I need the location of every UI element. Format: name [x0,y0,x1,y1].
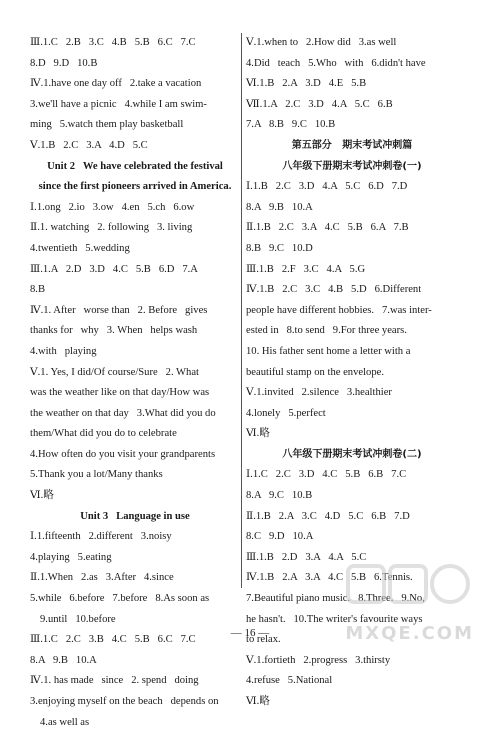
answer-line: 5.Thank you a lot/Many thanks [30,469,163,481]
answer-line: Ⅲ.1.C 2.B 3.C 4.B 5.B 6.C 7.C [30,37,196,48]
answer-line: beautiful stamp on the envelope. [246,366,384,378]
answer-line: Ⅴ.1. Yes, I did/Of course/Sure 2. What [30,366,199,378]
answer-line: 4.with playing [30,345,97,357]
answer-line: 8.A 9.B 10.A [246,201,313,213]
answer-line: Ⅱ.1. watching 2. following 3. living [30,222,193,234]
answer-line: 7.A 8.B 9.C 10.B [246,119,336,131]
answer-line: 3.we'll have a picnic 4.while I am swim- [30,98,207,110]
answer-line: Ⅲ.1.B 2.D 3.A 4.A 5.C [246,551,367,563]
answer-line: Ⅲ.1.B 2.F 3.C 4.A 5.G [246,263,366,275]
section-heading: Unit 2 We have celebrated the festival [47,160,223,172]
answer-line: 3.enjoying myself on the beach depends on [30,696,219,707]
answer-line: Ⅰ.1.ong 2.io 3.ow 4.en 5.ch 6.ow [30,201,195,213]
answer-line: Ⅲ.1.C 2.C 3.B 4.C 5.B 6.C 7.C [30,634,196,646]
answer-line: Ⅵ.略 [246,696,270,707]
answer-line: them/What did you do to celebrate [30,428,177,440]
answer-line: Ⅰ.1.B 2.C 3.D 4.A 5.C 6.D 7.D [246,181,408,193]
answer-line: Ⅱ.1.When 2.as 3.After 4.since [30,572,174,584]
answer-line: Ⅳ.1.B 2.C 3.C 4.B 5.D 6.Different [246,284,422,296]
answer-line: Ⅰ.1.fifteenth 2.different 3.noisy [30,531,172,543]
answer-line: 8.A 9.C 10.B [246,490,313,502]
answer-line: Ⅵ.略 [30,490,54,502]
answer-line: 8.A 9.B 10.A [30,654,97,666]
answer-line: to relax. [246,634,281,646]
answer-line: 9.until 10.before [40,613,116,625]
page-number: — 16 — [230,627,270,639]
answer-line: Ⅳ.1.B 2.A 3.A 4.C 5.B 6.Tennis. [246,572,413,584]
answer-line: 5.while 6.before 7.before 8.As soon as [30,593,210,605]
answer-line: ming 5.watch them play basketball [30,119,184,131]
answer-line: Ⅳ.1.have one day off 2.take a vacation [30,78,202,90]
watermark-text: MXQE.COM [345,623,474,644]
answer-line: 4.twentieth 5.wedding [30,242,130,254]
answer-line: Ⅱ.1.B 2.C 3.A 4.C 5.B 6.A 7.B [246,222,409,234]
answer-line: the weather on that day 3.What did you do [30,407,216,419]
answer-line: Ⅳ.1. has made since 2. spend doing [30,675,199,687]
answer-line: people have different hobbies. 7.was inter- [246,304,432,316]
answer-line: Ⅱ.1.B 2.A 3.C 4.D 5.C 6.B 7.D [246,510,410,522]
answer-line: thanks for why 3. When helps wash [30,325,198,337]
answer-line: Ⅵ.1.B 2.A 3.D 4.E 5.B [246,78,367,90]
answer-line: was the weather like on that day/How was [30,387,210,399]
answer-line: 4.as well as [40,716,90,728]
answer-line: Ⅳ.1. After worse than 2. Before gives [30,304,208,316]
answer-line: Ⅴ.1.fortieth 2.progress 3.thirsty [246,654,391,666]
column-divider [241,33,242,588]
answer-line: 7.Beautiful piano music. 8.Three. 9.No, [246,593,425,605]
answer-line: 8.D 9.D 10.B [30,57,98,69]
answer-line: 4.Did teach 5.Who with 6.didn't have [246,57,426,69]
section-heading: 第五部分 期末考试冲刺篇 [291,139,413,151]
answer-line: Ⅴ.1.when to 2.How did 3.as well [246,37,397,48]
answer-line: Ⅴ.1.invited 2.silence 3.healthier [246,387,392,399]
answer-line: Ⅶ.1.A 2.C 3.D 4.A 5.C 6.B [246,98,393,110]
answer-line: 4.playing 5.eating [30,551,112,563]
answer-line: Ⅰ.1.C 2.C 3.D 4.C 5.B 6.B 7.C [246,469,407,481]
section-heading: Unit 3 Language in use [80,510,190,522]
answer-line: 8.B [30,284,46,296]
answer-line: Ⅵ.略 [246,428,270,440]
section-heading: since the first pioneers arrived in America. [38,181,232,193]
answer-line: Ⅴ.1.B 2.C 3.A 4.D 5.C [30,139,148,151]
answer-line: he hasn't. 10.The writer's favourite ways [246,613,423,625]
answer-line: Ⅲ.1.A 2.D 3.D 4.C 5.B 6.D 7.A [30,263,198,275]
section-heading: 八年级下册期末考试冲刺卷(二) [282,448,422,460]
answer-line: 10. His father sent home a letter with a [246,345,411,357]
answer-line: 4.lonely 5.perfect [246,407,326,419]
watermark-logo [330,560,480,650]
answer-line: 8.C 9.D 10.A [246,531,314,543]
answer-line: 4.refuse 5.National [246,675,333,687]
section-heading: 八年级下册期末考试冲刺卷(一) [282,160,422,172]
answer-line: ested in 8.to send 9.For three years. [246,325,407,337]
answer-line: 8.B 9.C 10.D [246,242,313,254]
answer-line: 4.How often do you visit your grandparents [30,448,216,460]
